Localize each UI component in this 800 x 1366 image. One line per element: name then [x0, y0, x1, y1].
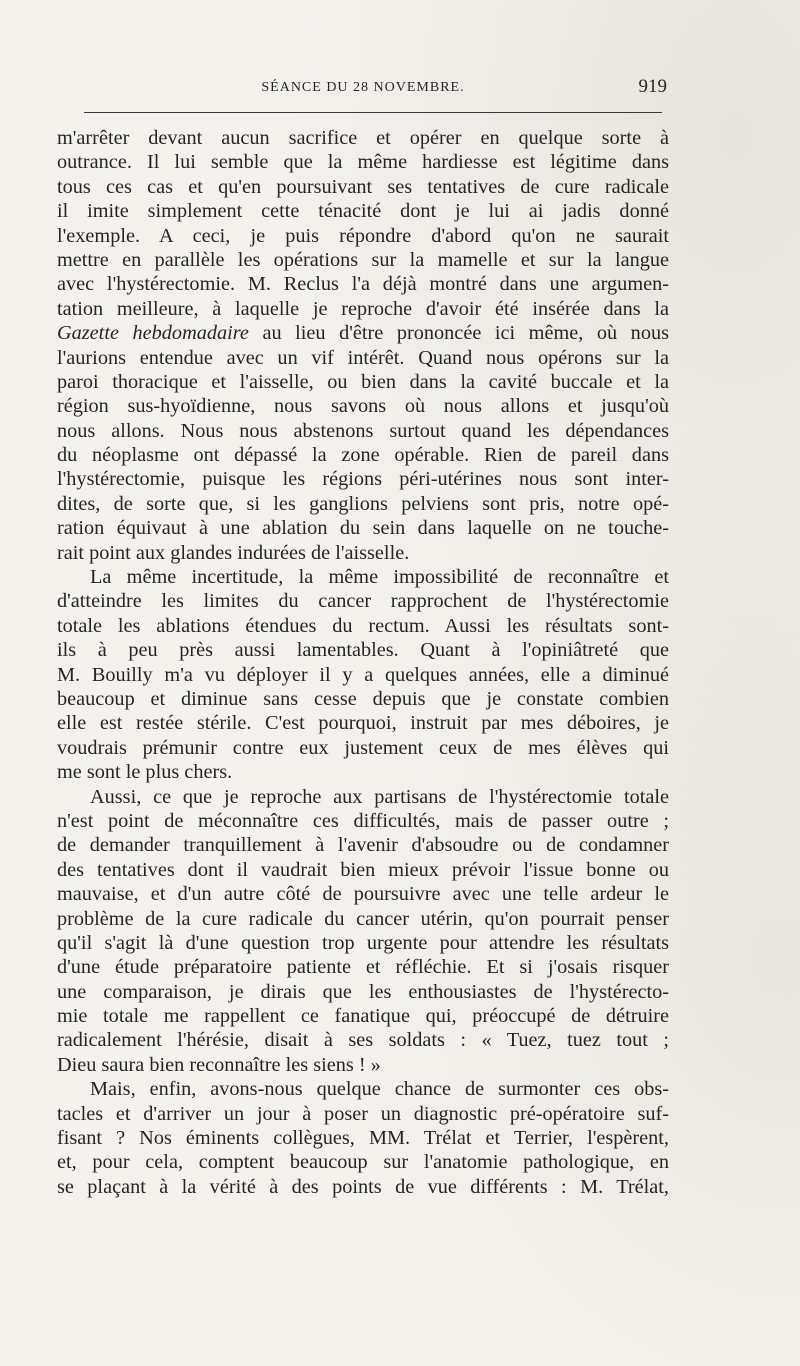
text-line — [57, 760, 669, 784]
text-line-content: tation meilleure, à laquelle je reproche d'avoir été insérée dans la — [57, 297, 669, 320]
text-line — [57, 638, 669, 662]
text-line — [57, 467, 669, 491]
text-line-content: ration équivaut à une ablation du sein dans laquelle on ne touche- — [57, 517, 669, 540]
text-line — [57, 711, 669, 735]
text-line-content: qu'il s'agit là d'une question trop urgente pour attendre les résultats — [57, 931, 669, 954]
text-line — [57, 394, 669, 418]
text-line-content: dites, de sorte que, si les ganglions pelviens sont pris, notre opé- — [57, 492, 669, 515]
text-line — [57, 1077, 669, 1101]
text-line-content: des tentatives dont il vaudrait bien mieux prévoir l'issue bonne ou — [57, 858, 669, 881]
text-line — [57, 736, 669, 760]
text-line — [57, 150, 669, 174]
text-line — [57, 224, 669, 248]
page-number: 919 — [638, 76, 667, 97]
text-line-content: tous ces cas et qu'en poursuivant ses tentatives de cure radicale — [57, 175, 669, 198]
text-line-content: au lieu d'être prononcée ici même, où nous — [248, 322, 669, 345]
text-line-content: outrance. Il lui semble que la même hardiesse est légitime dans — [57, 151, 669, 174]
text-line-content: totale les ablations étendues du rectum. Aussi les résultats sont- — [57, 614, 669, 637]
body-text — [57, 126, 669, 1199]
text-line-content: mie totale me rappellent ce fanatique qui, préoccupé de détruire — [57, 1005, 669, 1028]
text-line — [57, 614, 669, 638]
header-rule — [84, 112, 662, 113]
text-line-content: radicalement l'hérésie, disait à ses soldats : « Tuez, tuez tout ; — [57, 1029, 669, 1052]
text-line-content: me sont le plus chers. — [57, 761, 233, 784]
text-line — [57, 809, 669, 833]
text-line-content: se plaçant à la vérité à des points de vue différents : M. Trélat, — [57, 1175, 669, 1198]
text-line-content: Aussi, ce que je reproche aux partisans de l'hystérectomie totale — [90, 785, 669, 808]
running-title: SÉANCE DU 28 NOVEMBRE. — [261, 80, 465, 95]
text-line-content: avec l'hystérectomie. M. Reclus l'a déjà montré dans une argumen- — [57, 273, 669, 296]
text-line — [57, 419, 669, 443]
text-line — [57, 907, 669, 931]
text-line-content: il imite simplement cette ténacité dont je lui ai jadis donné — [57, 200, 669, 223]
text-line — [57, 443, 669, 467]
text-line-content: Mais, enfin, avons-nous quelque chance de surmonter ces obs- — [90, 1078, 669, 1101]
text-line-content: La même incertitude, la même impossibilité de reconnaître et — [90, 566, 669, 589]
text-line-content: mauvaise, et d'un autre côté de poursuivre avec une telle ardeur le — [57, 883, 669, 906]
text-line-content: d'atteindre les limites du cancer rapprochent de l'hystérectomie — [57, 590, 669, 613]
text-line — [57, 955, 669, 979]
text-line-content: M. Bouilly m'a vu déployer il y a quelques années, elle a diminué — [57, 663, 669, 686]
text-line-content: elle est restée stérile. C'est pourquoi, instruit par mes déboires, je — [57, 712, 669, 735]
text-line-content: Dieu saura bien reconnaître les siens ! » — [57, 1053, 381, 1076]
text-line — [57, 785, 669, 809]
text-line-content: mettre en parallèle les opérations sur la mamelle et sur la langue — [57, 248, 669, 271]
text-line — [57, 565, 669, 589]
text-line — [57, 321, 669, 345]
text-line — [57, 980, 669, 1004]
text-line — [57, 833, 669, 857]
text-line-content: ils à peu près aussi lamentables. Quant à l'opiniâtreté que — [57, 639, 669, 662]
text-line — [57, 663, 669, 687]
page-header — [57, 72, 669, 102]
text-line — [57, 882, 669, 906]
text-line-content: paroi thoracique et l'aisselle, ou bien dans la cavité buccale et la — [57, 370, 669, 393]
text-line — [57, 687, 669, 711]
italic-title: Gazette hebdomadaire — [57, 322, 249, 345]
text-line — [57, 175, 669, 199]
text-line — [57, 516, 669, 540]
text-line-content: et, pour cela, comptent beaucoup sur l'anatomie pathologique, en — [57, 1151, 669, 1174]
text-line-content: l'hystérectomie, puisque les régions péri-utérines nous sont inter- — [57, 468, 669, 491]
text-line — [57, 1150, 669, 1174]
text-line — [57, 248, 669, 272]
text-line — [57, 931, 669, 955]
text-line — [57, 346, 669, 370]
text-line-content: l'aurions entendue avec un vif intérêt. Quand nous opérons sur la — [57, 346, 669, 369]
text-line — [57, 858, 669, 882]
text-line-content: du néoplasme ont dépassé la zone opérable. Rien de pareil dans — [57, 444, 669, 467]
text-line — [57, 1126, 669, 1150]
text-line — [57, 1028, 669, 1052]
text-line — [57, 1175, 669, 1199]
text-line — [57, 126, 669, 150]
text-line-content: voudrais prémunir contre eux justement ceux de mes élèves qui — [57, 736, 669, 759]
text-line-content: une comparaison, je dirais que les enthousiastes de l'hystérecto- — [57, 980, 669, 1003]
text-line — [57, 199, 669, 223]
text-line — [57, 272, 669, 296]
text-line-content: problème de la cure radicale du cancer utérin, qu'on pourrait penser — [57, 907, 669, 930]
text-line — [57, 370, 669, 394]
text-line-content: beaucoup et diminue sans cesse depuis que je constate combien — [57, 687, 669, 710]
text-line-content: nous allons. Nous nous abstenons surtout quand les dépendances — [57, 419, 669, 442]
text-line — [57, 589, 669, 613]
text-line-content: fisant ? Nos éminents collègues, MM. Trélat et Terrier, l'espèrent, — [57, 1127, 669, 1150]
text-line-content: tacles et d'arriver un jour à poser un diagnostic pré-opératoire suf- — [57, 1102, 669, 1125]
text-line — [57, 297, 669, 321]
text-line-content: d'une étude préparatoire patiente et réfléchie. Et si j'osais risquer — [57, 956, 669, 979]
text-line — [57, 541, 669, 565]
text-line-content: l'exemple. A ceci, je puis répondre d'abord qu'on ne saurait — [57, 224, 669, 247]
text-line-content: de demander tranquillement à l'avenir d'absoudre ou de condamner — [57, 834, 669, 857]
text-line — [57, 1053, 669, 1077]
text-line-content: rait point aux glandes indurées de l'aisselle. — [57, 541, 410, 564]
text-line — [57, 492, 669, 516]
text-line-content: n'est point de méconnaître ces difficultés, mais de passer outre ; — [57, 809, 669, 832]
text-line — [57, 1004, 669, 1028]
text-line-content: région sus-hyoïdienne, nous savons où nous allons et jusqu'où — [57, 395, 669, 418]
text-line — [57, 1102, 669, 1126]
text-line-content: m'arrêter devant aucun sacrifice et opérer en quelque sorte à — [57, 127, 669, 149]
